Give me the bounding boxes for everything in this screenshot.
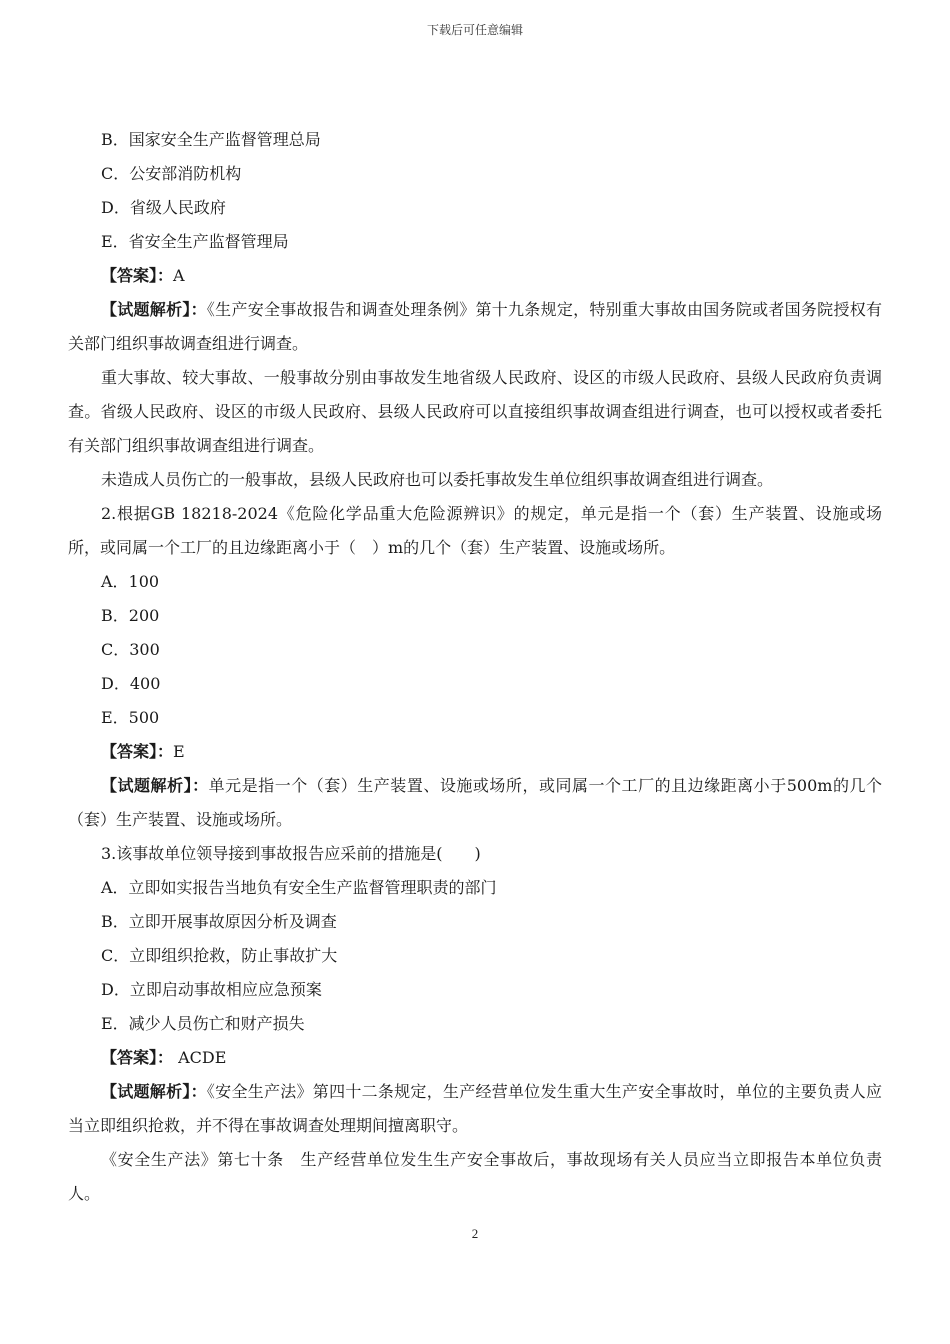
q3-option-c: C．立即组织抢救，防止事故扩大	[101, 946, 338, 965]
analysis-text: 《生产安全事故报告和调查处理条例》第十九条规定，特别重大事故由国务院或者国务院授权有关部门组织事故调查组进行调查。	[68, 300, 882, 353]
answer-label: 【答案】：	[101, 266, 174, 285]
q3-option-b: B．立即开展事故原因分析及调查	[101, 912, 337, 931]
analysis-text: 单元是指一个（套）生产装置、设施或场所，或同属一个工厂的且边缘距离小于500m的几个（套）生产装置、设施或场所。	[68, 776, 882, 829]
page-header: 下载后可任意编辑	[426, 23, 523, 37]
q3-analysis-paragraph-2: 《安全生产法》第七十条 生产经营单位发生生产安全事故后，事故现场有关人员应当立即报告本单位负责人。	[68, 1150, 882, 1203]
q1-option-e: E．省安全生产监督管理局	[101, 232, 289, 251]
q3-question: 3.该事故单位领导接到事故报告应采前的措施是( )	[101, 844, 481, 863]
q3-option-d: D．立即启动事故相应应急预案	[101, 980, 322, 999]
answer-label: 【答案】：	[101, 742, 174, 761]
q2-answer	[68, 735, 882, 769]
q3-option-a: A．立即如实报告当地负有安全生产监督管理职责的部门	[101, 878, 497, 897]
q2-option-d: D．400	[101, 674, 161, 693]
q3-analysis	[68, 1075, 882, 1143]
q1-analysis	[68, 293, 882, 361]
analysis-label: 【试题解析】：	[101, 300, 207, 319]
q1-option-d: D．省级人民政府	[101, 198, 226, 217]
page-content	[68, 123, 882, 1211]
q2-analysis	[68, 769, 882, 837]
q2-option-a: A．100	[101, 572, 160, 591]
q1-analysis-paragraph-3: 未造成人员伤亡的一般事故，县级人民政府也可以委托事故发生单位组织事故调查组进行调查。	[101, 470, 774, 489]
q1-option-b: B．国家安全生产监督管理总局	[101, 130, 321, 149]
page-number: 2	[471, 1226, 479, 1241]
answer-value: A	[173, 266, 185, 285]
q1-option-c: C．公安部消防机构	[101, 164, 242, 183]
q2-option-c: C．300	[101, 640, 160, 659]
q1-analysis-paragraph-2: 重大事故、较大事故、一般事故分别由事故发生地省级人民政府、设区的市级人民政府、县级人民政府负责调查。省级人民政府、设区的市级人民政府、县级人民政府可以直接组织事故调查组进行调查，也可以授权或者委托有关部门组织事故调查组进行调查。	[68, 368, 882, 455]
q2-question: 2.根据GB 18218-2024《危险化学品重大危险源辨识》的规定，单元是指一个（套）生产装置、设施或场所，或同属一个工厂的且边缘距离小于（ ）m的几个（套）生产装置、设施或场所。	[68, 504, 882, 557]
answer-value: ACDE	[173, 1048, 227, 1067]
q2-option-e: E．500	[101, 708, 160, 727]
answer-label: 【答案】：	[101, 1048, 174, 1067]
q3-option-e: E．减少人员伤亡和财产损失	[101, 1014, 305, 1033]
answer-value: E	[173, 742, 185, 761]
analysis-label: 【试题解析】：	[101, 1082, 207, 1101]
analysis-text: 《安全生产法》第四十二条规定，生产经营单位发生重大生产安全事故时，单位的主要负责人应当立即组织抢救，并不得在事故调查处理期间擅离职守。	[68, 1082, 882, 1135]
q3-answer	[68, 1041, 882, 1075]
q1-answer	[68, 259, 882, 293]
analysis-label: 【试题解析】：	[101, 776, 209, 795]
q2-option-b: B．200	[101, 606, 160, 625]
